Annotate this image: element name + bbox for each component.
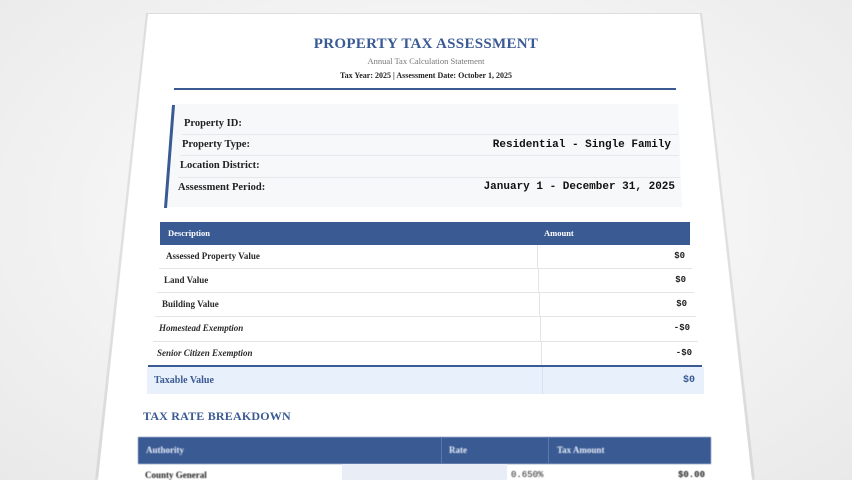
rate-row-amount: $0.00: [677, 470, 705, 480]
column-header-tax-amount: Tax Amount: [557, 445, 605, 455]
header-rule: [174, 88, 676, 90]
valuation-table-header: [160, 222, 690, 245]
column-divider: [441, 437, 442, 464]
info-divider: [178, 177, 680, 178]
row-divider: [155, 316, 696, 317]
column-divider: [548, 437, 549, 464]
rate-breakdown-heading: TAX RATE BREAKDOWN: [143, 409, 291, 423]
table-row-land-value-amount: $0: [675, 275, 686, 285]
rate-row-authority: County General: [145, 470, 207, 480]
location-district-label: Location District:: [180, 160, 260, 171]
row-divider: [153, 341, 698, 342]
column-header-authority: Authority: [146, 445, 184, 455]
document-title: PROPERTY TAX ASSESSMENT: [313, 36, 539, 52]
column-divider: [542, 367, 543, 394]
property-id-label: Property ID:: [184, 118, 242, 129]
column-divider: [538, 269, 539, 292]
taxable-value-label: Taxable Value: [154, 375, 214, 386]
assessment-period-label: Assessment Period:: [178, 182, 266, 193]
row-divider: [159, 268, 692, 269]
info-divider: [182, 134, 678, 135]
table-row-senior-exemption-amount: -$0: [675, 348, 692, 358]
total-row: [147, 367, 704, 394]
table-row-homestead-exemption-amount: -$0: [673, 323, 690, 333]
column-header-description: Description: [168, 228, 211, 238]
column-divider: [540, 317, 541, 341]
table-row-homestead-exemption-label: Homestead Exemption: [159, 323, 244, 333]
rate-table-header: [138, 437, 711, 464]
row-divider: [157, 292, 694, 293]
rate-bar-fill: [342, 464, 507, 480]
info-divider: [180, 155, 679, 156]
property-type-label: Property Type:: [182, 139, 250, 150]
property-type-value: Residential - Single Family: [492, 139, 671, 151]
taxable-value-amount: $0: [682, 375, 695, 386]
column-header-rate: Rate: [449, 445, 467, 455]
column-divider: [539, 293, 540, 317]
tax-year-meta: Tax Year: 2025 | Assessment Date: October 1, 2025: [340, 71, 512, 80]
document-subtitle: Annual Tax Calculation Statement: [367, 56, 485, 66]
table-row-building-value-amount: $0: [676, 299, 687, 309]
table-row-senior-exemption-label: Senior Citizen Exemption: [157, 348, 253, 358]
column-header-amount: Amount: [544, 228, 574, 238]
assessment-period-value: January 1 - December 31, 2025: [483, 181, 675, 193]
table-row-assessed-value-amount: $0: [674, 251, 685, 261]
rate-row-rate: 0.650%: [511, 470, 544, 480]
column-divider: [537, 245, 538, 268]
table-row-assessed-value-label: Assessed Property Value: [166, 251, 260, 261]
table-row-building-value-label: Building Value: [162, 299, 219, 309]
column-divider: [541, 342, 542, 366]
table-row-land-value-label: Land Value: [164, 275, 209, 285]
